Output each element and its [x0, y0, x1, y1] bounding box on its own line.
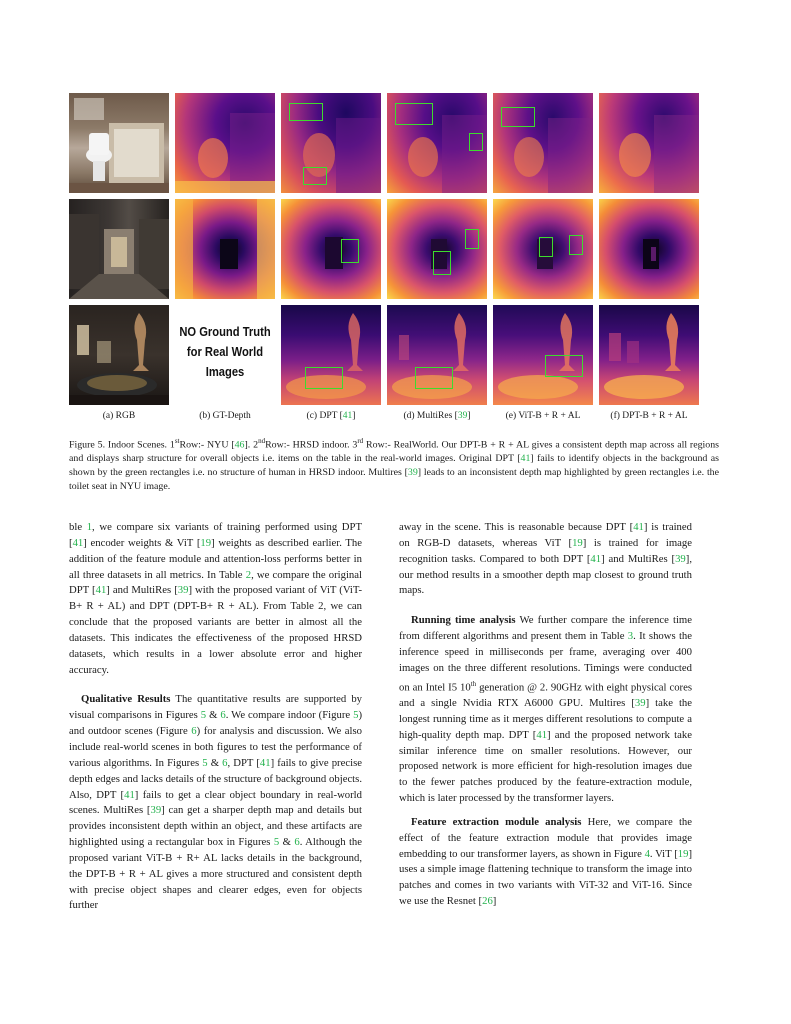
- paragraph-qualitative-results: Qualitative Results The quantitative results are supported by visual comparisons in Figures 5 & 6. We compare indoor (Figure 5) and outdoor scenes (Figure 6) for analysis and discussion. We also include real-world scenes in both figures to test the performance of various algorithms. In Figures 5 & 6, DPT [41] fails to give precise depth edges and lacks details of the structure of background objects. Also, DPT [41] fails to get a clear object boundary in real-world scenes. MultiRes [39] can get a sharper depth map and details but provides inconsistent depth within an object, and these artifacts are highlighted using a rectangular box in Figures 5 & 6. Although the proposed variant ViT-B + R+ AL lacks details in the background, the DPT-B + R + AL gives a more structured and consistent depth with precise object shapes and clearer edges, even for objects further: [69, 693, 363, 912]
- left-column: [69, 520, 362, 914]
- label-multires: (d) MultiRes [39]: [403, 411, 471, 421]
- citation-link[interactable]: 41: [520, 453, 531, 465]
- citation-link[interactable]: 5: [273, 836, 280, 849]
- citation-link[interactable]: 5: [353, 709, 359, 722]
- dpt-b-depth-hrsd: [599, 199, 699, 299]
- citation-link[interactable]: 3: [627, 630, 634, 643]
- citation-link[interactable]: 5: [200, 709, 207, 722]
- highlight-box: [501, 107, 535, 127]
- citation-link[interactable]: 6: [220, 709, 226, 722]
- gt-depth-hrsd: [175, 199, 275, 299]
- citation-link[interactable]: 39: [150, 804, 162, 817]
- citation-link[interactable]: 39: [634, 697, 646, 709]
- citation-link[interactable]: 6: [191, 725, 197, 738]
- no-gt-line-3: Images: [205, 364, 245, 379]
- dpt-depth-nyu: [281, 93, 381, 193]
- citation-link[interactable]: 41: [124, 788, 135, 801]
- no-gt-line-1: NO Ground Truth: [179, 324, 271, 339]
- citation-link[interactable]: 19: [200, 536, 212, 549]
- highlight-box: [465, 229, 479, 249]
- citation-link[interactable]: 41: [72, 536, 84, 549]
- figure-caption: Figure 5. Indoor Scenes. 1stRow:- NYU [46]. 2ndRow:- HRSD indoor. 3rd Row:- RealWorld. Our DPT-B + R + AL gives a consistent depth map across all regions and displays sharp structure for overall objects i.e. items on the table in the real-world images. Original DPT [41] fails to identify objects in the background as shown by the green rectangles i.e. no structure of human in HRSD indoor. Multires [39] leads to an inconsistent depth map highlighted by green rectangles i.e. the toilet seat in NYU image.: [69, 437, 720, 493]
- highlight-box: [395, 103, 433, 125]
- label-vit-b: (e) ViT-B + R + AL: [505, 411, 581, 421]
- multires-depth-hrsd: [387, 199, 487, 299]
- highlight-box: [539, 237, 553, 257]
- dpt-b-depth-realworld: [599, 305, 699, 405]
- citation-link[interactable]: 41: [536, 728, 548, 741]
- citation-link[interactable]: 19: [677, 847, 689, 860]
- paragraph-comparison: ble 1, we compare six variants of training performed using DPT [41] encoder weights & ViT [19] weights as described earlier. The addition of the feature module and attention-loss performs better in all three datasets in all metrics. In Table 2, we compare the original DPT [41] and MultiRes [39] with the proposed variant of ViT (ViT-B+ R + AL) and DPT (DPT-B+ R + AL). From Table 2, we can conclude that the proposed variants are better in almost all the datasets. This indicates the effectiveness of the proposed HRSD datasets, which results in a lower absolute error and higher accuracy.: [69, 521, 363, 676]
- right-column: [399, 520, 692, 910]
- no-ground-truth-panel: [175, 305, 275, 405]
- rgb-image-realworld: [69, 305, 169, 405]
- dpt-b-depth-nyu: [599, 93, 699, 193]
- highlight-box: [305, 367, 343, 389]
- citation-link[interactable]: 5: [202, 756, 208, 769]
- citation-link[interactable]: 19: [572, 536, 583, 549]
- citation-link[interactable]: 39: [407, 467, 418, 479]
- citation-link[interactable]: 41: [95, 584, 107, 597]
- highlight-box: [341, 239, 359, 263]
- section-heading: Feature extraction module analysis: [411, 815, 582, 828]
- highlight-box: [469, 133, 483, 151]
- citation-link[interactable]: 41: [590, 552, 602, 565]
- dpt-depth-hrsd: [281, 199, 381, 299]
- highlight-box: [569, 235, 583, 255]
- label-dpt-b: (f) DPT-B + R + AL: [610, 411, 688, 421]
- citation-link[interactable]: 41: [259, 756, 271, 769]
- highlight-box: [289, 103, 323, 121]
- vit-depth-hrsd: [493, 199, 593, 299]
- label-rgb: (a) RGB: [102, 411, 136, 421]
- vit-depth-realworld: [493, 305, 593, 405]
- section-heading: Qualitative Results: [81, 693, 171, 706]
- citation-link[interactable]: 26: [482, 895, 493, 908]
- citation-link[interactable]: 39: [457, 411, 468, 421]
- figure-5: [69, 93, 703, 405]
- citation-link[interactable]: 46: [234, 439, 245, 451]
- citation-link[interactable]: 4: [644, 847, 650, 860]
- paragraph-running-time: Running time analysis We further compare the inference time from different algorithms and present them in Table 3. It shows the inference speed in milliseconds per frame, averaging over 400 images on the three different resolutions. Timings were conducted on an Intel I5 10th generation @ 2. 90GHz with eight physical cores and a single Nvidia RTX A6000 GPU. Multires [39] take the longest running time as it merges different resolutions to compute a high-quality depth map. DPT [41] and the proposed network take similar inference time on smaller resolutions. However, our proposed network is more efficient for high-resolution images due to the fewer patches produced by the feature-extraction module, which is later processed by the transformer layers.: [399, 614, 693, 805]
- citation-link[interactable]: 39: [675, 552, 686, 565]
- citation-link[interactable]: 6: [294, 836, 300, 849]
- highlight-box: [545, 355, 583, 377]
- rgb-image-nyu: [69, 93, 169, 193]
- multires-depth-nyu: [387, 93, 487, 193]
- section-heading: Running time analysis: [411, 614, 516, 627]
- highlight-box: [303, 167, 327, 185]
- rgb-image-hrsd: [69, 199, 169, 299]
- paragraph-continuation: away in the scene. This is reasonable because DPT [41] is trained on RGB-D datasets, whereas ViT [19] is trained for image recognition tasks. Compared to both DPT [41] and MultiRes [39], our method results in a smoother depth map closest to ground truth maps.: [399, 521, 692, 597]
- citation-link[interactable]: 39: [177, 584, 189, 597]
- citation-link[interactable]: 1: [86, 521, 93, 533]
- vit-depth-nyu: [493, 93, 593, 193]
- label-gt-depth: (b) GT-Depth: [199, 411, 251, 421]
- highlight-box: [415, 367, 453, 389]
- citation-link[interactable]: 41: [342, 411, 353, 421]
- no-gt-line-2: for Real World: [186, 344, 264, 359]
- highlight-box: [433, 251, 451, 275]
- paragraph-feature-extraction: Feature extraction module analysis Here, we compare the effect of the feature extraction module that provides image embedding to our transformer layers, as shown in Figure 4. ViT [19] uses a simple image flattening technique to transform the image into patches and comes in two variants with ViT-32 and ViT-16. Since we use the Resnet [26]: [399, 815, 693, 908]
- gt-depth-nyu: [175, 93, 275, 193]
- citation-link[interactable]: 41: [633, 521, 644, 533]
- citation-link[interactable]: 6: [222, 756, 228, 769]
- citation-link[interactable]: 2: [245, 568, 252, 581]
- dpt-depth-realworld: [281, 305, 381, 405]
- label-dpt: (c) DPT [41]: [306, 411, 356, 421]
- multires-depth-realworld: [387, 305, 487, 405]
